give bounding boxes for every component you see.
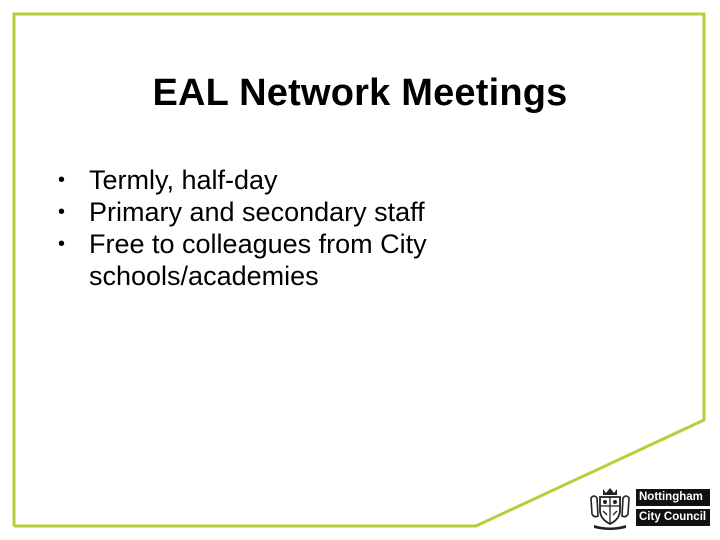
bullet-item xyxy=(58,164,578,196)
bullet-item xyxy=(58,228,578,292)
city-crest-icon xyxy=(588,486,632,530)
council-logo xyxy=(588,486,710,530)
logo-wordmark xyxy=(636,489,710,527)
logo-line-city-council: City Council xyxy=(636,509,710,526)
bullet-marker: • xyxy=(58,169,66,191)
bullet-marker: • xyxy=(58,233,66,255)
bullet-item xyxy=(58,196,578,228)
bullet-text: Termly, half-day xyxy=(89,165,278,195)
slide-title: EAL Network Meetings xyxy=(152,72,568,114)
bullet-list xyxy=(58,164,578,292)
bullet-text: Free to colleagues from City schools/academies xyxy=(89,229,427,291)
bullet-text: Primary and secondary staff xyxy=(89,197,425,227)
bullet-marker: • xyxy=(58,201,66,223)
logo-line-nottingham: Nottingham xyxy=(636,489,710,506)
